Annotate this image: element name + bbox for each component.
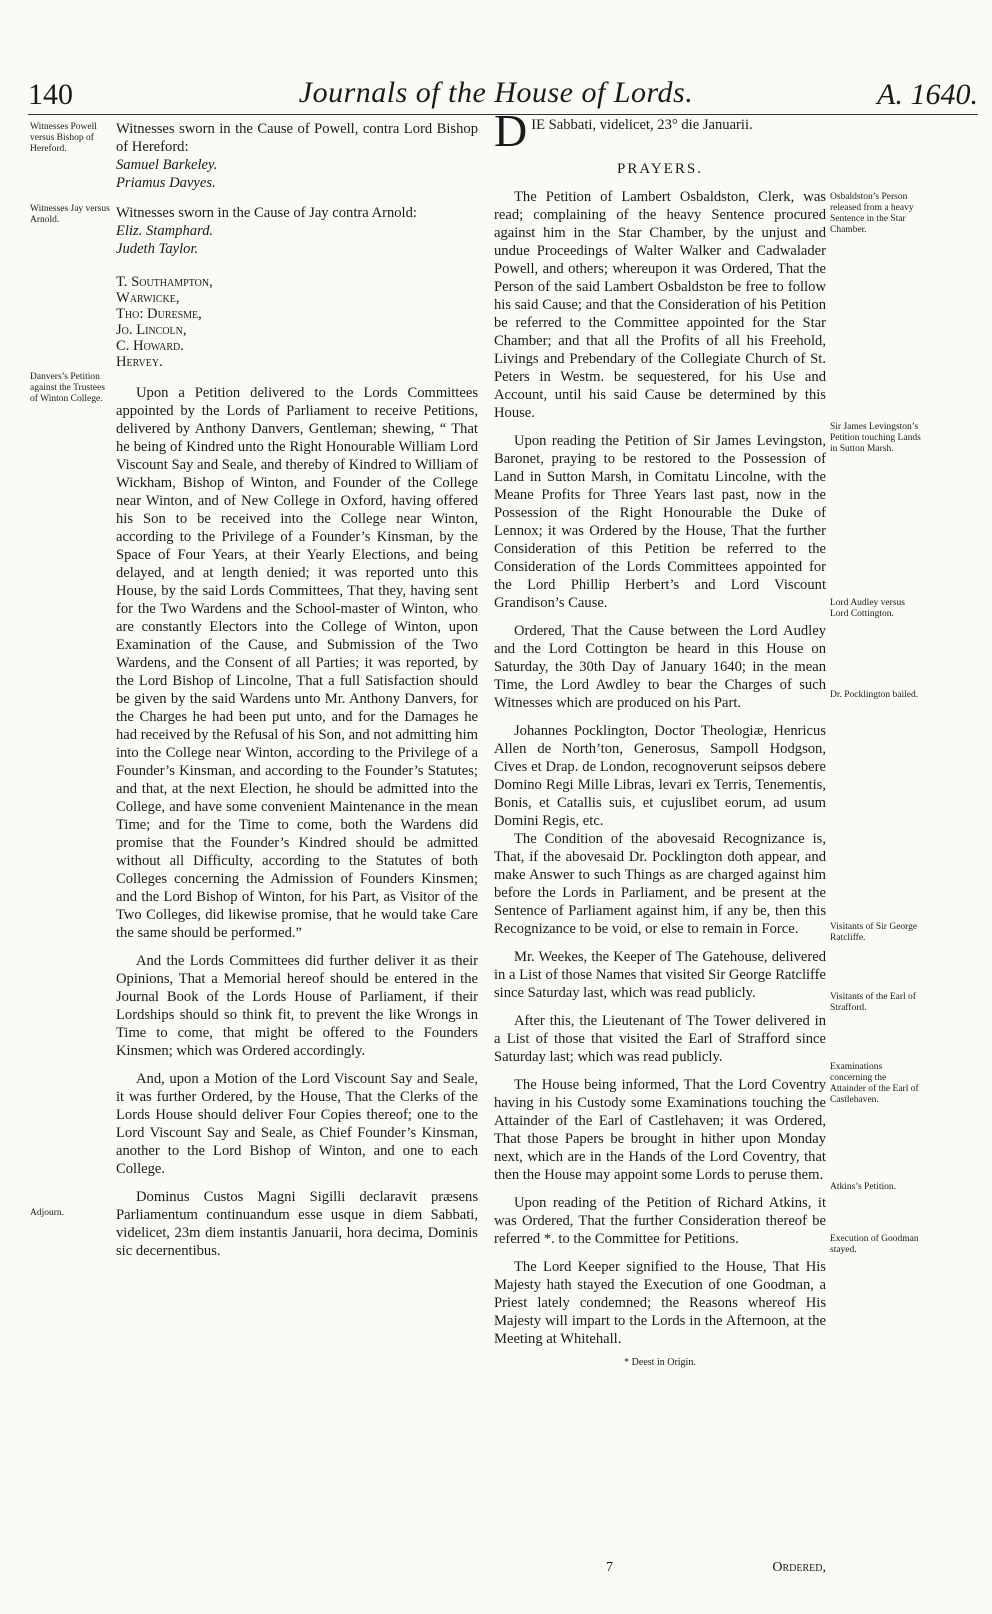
margin-note-strafford: Visitants of the Earl of Strafford. [830,992,916,1013]
danvers-petition-paragraph: Upon a Petition delivered to the Lords Committees appointed by the Lords of Parliament to receive Petitions, delivered by Anthony Danvers, Gentleman; shewing, “ That he being of Kindred unto the Right Honourable William Lord Viscount Say and Seale, and thereby of Kindred to William of Wickham, Bishop of Winton, and Founder of the College near Winton, and of New College in Oxford, having offered his Son to be received into the College near Winton, according to the Privilege of a Founder’s Kinsman, by the Space of Four Years, at their Yearly Elections, and being delayed, and at length denied; it was reported unto this House, by the said Lords Committees, That they, having sent for the Two Wardens and the School-master of Winton, who are constantly Electors into the College of Winton, upon Examination of the Cause, and Submission of the Two Wardens, and the Consent of all Parties; it was reported, by the Lord Bishop of Lincolne, That a full Satisfaction should be given by the said Wardens unto Mr. Anthony Danvers, for the Charges he had been put unto, and for the Damages he had received by the Refusal of his Son, and not admitting him into the College near Winton, according to the Privilege of a Founder’s Kinsman, and according to the Founder’s Statutes; and that, at the next Election, he should be admitted into the College, and have some convenient Maintenance in the mean Time; and for the Time to come, both the Wardens did promise that the Founder’s Kindred should be admitted without all Difficulty, according to the Statutes of both Colleges concerning the Admission of Founders Kinsmen; and the Lord Bishop of Winton, for his Part, as Visitor of the Two Colleges, did likewise promise, that he would take Care the same should be performed.” [116,385,478,941]
footnote: * Deest in Origin. [624,1357,696,1368]
osbaldston-entry: The Petition of Lambert Osbaldston, Clerk, was read; complaining of the heavy Sentence procured against him in the Star Chamber, by the unjust and undue Proceedings of Walter Walker and Cadwalader Powell, and others; whereupon it was Ordered, That the Person of the said Lambert Osbaldston be free to follow his said Cause; and that the Consideration of his Petition be referred to the Committee appointed for the Star Chamber; and that all the Profits of all his Freehold, Livings and Prebendary of the Collegiate Church of St. Peters in Westm. be sequestered, for his Use and Account, until his said Cause be determined by this House. [494,189,826,421]
tower-entry: After this, the Lieutenant of The Tower delivered in a List of those that visited the Earl of Strafford since Saturday last; which was read publicly. [494,1013,826,1065]
signature: T. Southampton, [116,274,213,290]
margin-note-witnesses-jay: Witnesses Jay versus Arnold. [30,204,110,225]
witness-name: Judeth Taylor. [116,241,199,257]
page-number: 140 [28,78,73,111]
signature: Jo. Lincoln, [116,322,187,338]
catchword: Ordered, [772,1560,826,1575]
recognizance-condition: The Condition of the abovesaid Recognizance is, That, if the abovesaid Dr. Pocklington doth appear, and make Answer to such Things as are charged against him before the Lords in Parliament, and be present at the Sentence of Parliament against him, if any be, then this Recognizance to be void, or else to remain in Force. [494,831,826,937]
drop-cap: D [494,110,528,150]
margin-note-audley: Lord Audley versus Lord Cottington. [830,598,905,619]
coventry-entry: The House being informed, That the Lord Coventry having in his Custody some Examinations touching the Attainder of the Earl of Castlehaven; it was Ordered, That those Papers be brought in hither upon Monday next, which are in the Hands of the Lord Coventry, that then the House may appoint some Lords to peruse them. [494,1077,826,1183]
witness-name: Eliz. Stamphard. [116,223,214,239]
left-column [116,120,478,1270]
witness-name: Samuel Barkeley. [116,157,218,173]
margin-note-pocklington: Dr. Pocklington bailed. [830,690,919,700]
goodman-entry: The Lord Keeper signified to the House, That His Majesty hath stayed the Execution of one Goodman, a Priest lately condemned; the Reasons whereof His Majesty will impart to the Lords in the Afternoon, at the Meeting at Whitehall. [494,1259,826,1347]
year-mark: A. 1640. [877,78,978,111]
margin-note-adjourn: Adjourn. [30,1208,65,1218]
signature: Warwicke, [116,290,180,306]
prayers-heading: PRAYERS. [617,161,703,177]
margin-note-ratcliffe: Visitants of Sir George Ratcliffe. [830,922,918,943]
margin-note-atkins: Atkins’s Petition. [830,1182,896,1192]
witnesses-powell-intro: Witnesses sworn in the Cause of Powell, contra Lord Bishop of Hereford: [116,121,478,155]
signature: C. Howard. [116,338,184,354]
signature-mark: 7 [606,1560,613,1575]
weekes-entry: Mr. Weekes, the Keeper of The Gatehouse, delivered in a List of those Names that visited Sir George Ratcliffe since Saturday last, which was read publicly. [494,949,826,1001]
signature: Tho: Duresme, [116,306,202,322]
signature: Hervey. [116,354,163,370]
date-heading [494,110,826,150]
committees-opinion-paragraph: And the Lords Committees did further deliver it as their Opinions, That a Memorial hereof should be entered in the Journal Book of the Lords House of Parliament, if their Lordships should so think fit, to prevent the like Wrongs in Time to come, that might be offered to the Founders Kinsmen; which was Ordered accordingly. [116,953,478,1059]
witness-name: Priamus Davyes. [116,175,216,191]
levingston-entry: Upon reading the Petition of Sir James Levingston, Baronet, praying to be restored to the Possession of Land in Sutton Marsh, in Comitatu Lincolne, with the Meane Profits for Three Years last past, now in the Possession of the Right Honourable the Duke of Lennox; it was Ordered by the House, That the further Consideration of this Petition be referred to the Consideration of the Lords Committees appointed for the Lord Phillip Herbert’s and Lord Viscount Grandison’s Cause. [494,433,826,611]
margin-note-witnesses-powell: Witnesses Powell versus Bishop of Hereford. [30,122,97,154]
adjournment-paragraph: Dominus Custos Magni Sigilli declaravit præsens Parliamentum continuandum esse usque in diem Sabbati, videlicet, 23m diem instantis Januarii, hora decima, Dominis sic decernentibus. [116,1189,478,1259]
date-line: IE Sabbati, videlicet, 23° die Januarii. [531,117,753,133]
audley-entry: Ordered, That the Cause between the Lord Audley and the Lord Cottington be heard in this House on Saturday, the 30th Day of January 1640; in the mean Time, the Lord Awdley to bear the Charges of such Witnesses which are produced on his Part. [494,623,826,711]
atkins-entry: Upon reading of the Petition of Richard Atkins, it was Ordered, That the further Consideration thereof be referred *. to the Committee for Petitions. [494,1195,826,1247]
right-column [494,110,826,1372]
margin-note-goodman: Execution of Goodman stayed. [830,1234,919,1255]
margin-note-danvers: Danvers’s Petition against the Trustees of Winton College. [30,372,105,404]
motion-paragraph: And, upon a Motion of the Lord Viscount Say and Seale, it was further Ordered, by the House, That the Clerks of the Lords House should deliver Four Copies thereof; one to the Lord Viscount Say and Seale, as Chief Founder’s Kinsman, another to the Lord Bishop of Winton, and one to each College. [116,1071,478,1177]
page-header [0,72,992,112]
running-title: Journals of the House of Lords. [298,76,694,109]
margin-note-osbaldston: Osbaldston’s Person released from a heavy Sentence in the Star Chamber. [830,192,914,235]
signature-block [116,274,478,370]
pocklington-recognizance: Johannes Pocklington, Doctor Theologiæ, Henricus Allen de North’ton, Generosus, Sampoll Hodgson, Cives et Drap. de London, recognoverunt seipsos debere Domino Regi Mille Libras, levari ex Terris, Tenementis, Bonis, et Catallis suis, et cujuslibet eorum, ad usum Domini Regis, etc. [494,723,826,829]
margin-note-castlehaven: Examinations concerning the Attainder of the Earl of Castlehaven. [830,1062,919,1105]
margin-note-levingston: Sir James Levingston’s Petition touching Lands in Sutton Marsh. [830,422,921,454]
witnesses-jay-intro: Witnesses sworn in the Cause of Jay contra Arnold: [116,205,417,221]
